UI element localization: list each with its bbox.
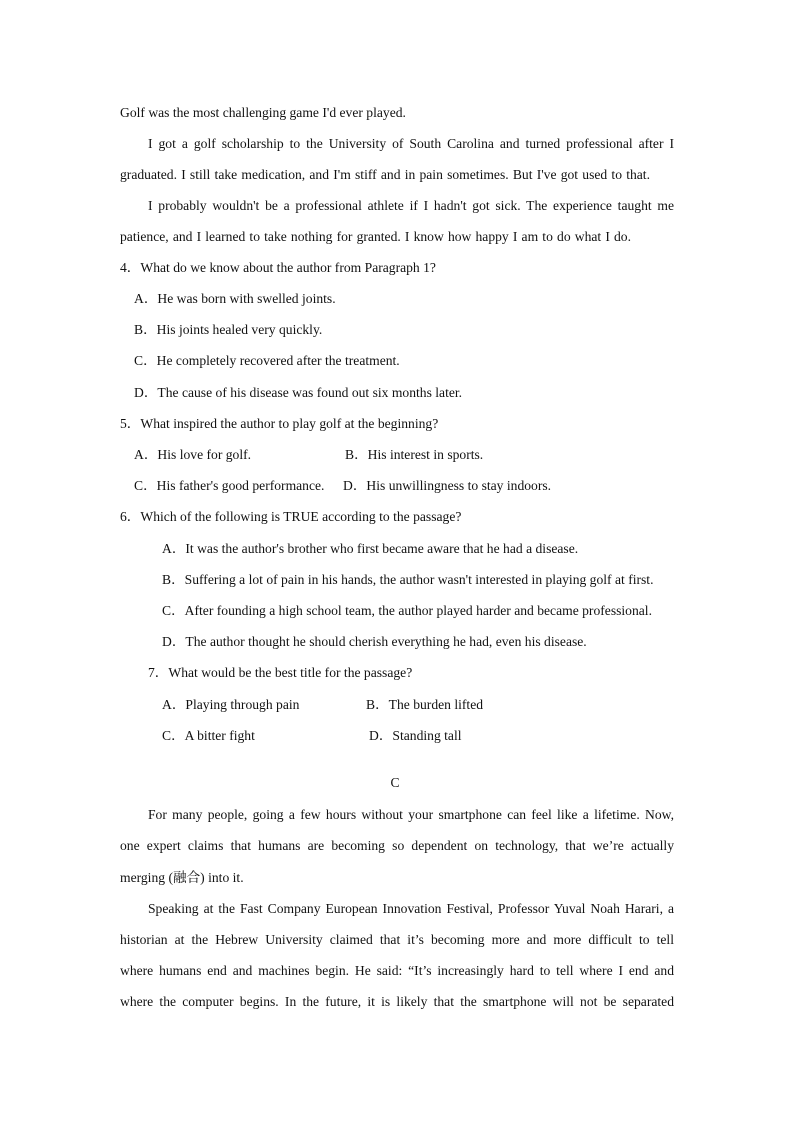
q4-option-b: B．His joints healed very quickly. bbox=[134, 322, 323, 337]
passage-text-line: merging (融合) into it. bbox=[120, 870, 244, 885]
q5-option-a: A．His love for golf. bbox=[134, 447, 252, 462]
passage-text-line: I probably wouldn't be a professional athlete if I hadn't got sick. The experience taught me bbox=[148, 198, 674, 213]
q7-option-a: A．Playing through pain bbox=[162, 697, 300, 712]
passage-text-line: graduated. I still take medication, and I'm stiff and in pain sometimes. But I've got used to that. bbox=[120, 167, 650, 182]
q6-option-a: A．It was the author's brother who first became aware that he had a disease. bbox=[162, 541, 579, 556]
q5-option-d: D．His unwillingness to stay indoors. bbox=[343, 478, 552, 493]
q7-option-b: B．The burden lifted bbox=[366, 697, 484, 712]
passage-text-line: I got a golf scholarship to the University of South Carolina and turned professional after I bbox=[148, 136, 674, 151]
question-4: 4．What do we know about the author from Paragraph 1? bbox=[120, 260, 436, 275]
passage-text-line: one expert claims that humans are becoming so dependent on technology, that we’re actually bbox=[120, 838, 674, 853]
q6-option-b: B．Suffering a lot of pain in his hands, the author wasn't interested in playing golf at first. bbox=[162, 572, 654, 587]
q6-option-d: D．The author thought he should cherish everything he had, even his disease. bbox=[162, 634, 587, 649]
question-7: 7．What would be the best title for the passage? bbox=[148, 665, 413, 680]
q4-option-c: C．He completely recovered after the treatment. bbox=[134, 353, 400, 368]
passage-text-line: Speaking at the Fast Company European Innovation Festival, Professor Yuval Noah Harari, a bbox=[148, 901, 674, 916]
q5-option-b: B．His interest in sports. bbox=[345, 447, 484, 462]
passage-text-line: For many people, going a few hours without your smartphone can feel like a lifetime. Now, bbox=[148, 807, 674, 822]
q5-option-c: C．His father's good performance. bbox=[134, 478, 325, 493]
passage-text-line: where humans end and machines begin. He said: “It’s increasingly hard to tell where I end and bbox=[120, 963, 674, 978]
q7-option-c: C．A bitter fight bbox=[162, 728, 255, 743]
q4-option-a: A．He was born with swelled joints. bbox=[134, 291, 336, 306]
q7-option-d: D．Standing tall bbox=[369, 728, 462, 743]
q6-option-c: C．After founding a high school team, the author played harder and became professional. bbox=[162, 603, 652, 618]
passage-text-line: where the computer begins. In the future, it is likely that the smartphone will not be separated bbox=[120, 994, 674, 1009]
passage-text-line: patience, and I learned to take nothing for granted. I know how happy I am to do what I do. bbox=[120, 229, 631, 244]
question-5: 5．What inspired the author to play golf at the beginning? bbox=[120, 416, 439, 431]
section-heading: C bbox=[390, 775, 400, 790]
q4-option-d: D．The cause of his disease was found out six months later. bbox=[134, 385, 463, 400]
passage-text-line: Golf was the most challenging game I'd ever played. bbox=[120, 105, 406, 120]
question-6: 6．Which of the following is TRUE according to the passage? bbox=[120, 509, 462, 524]
passage-text-line: historian at the Hebrew University claimed that it’s becoming more and more difficult to tell bbox=[120, 932, 674, 947]
